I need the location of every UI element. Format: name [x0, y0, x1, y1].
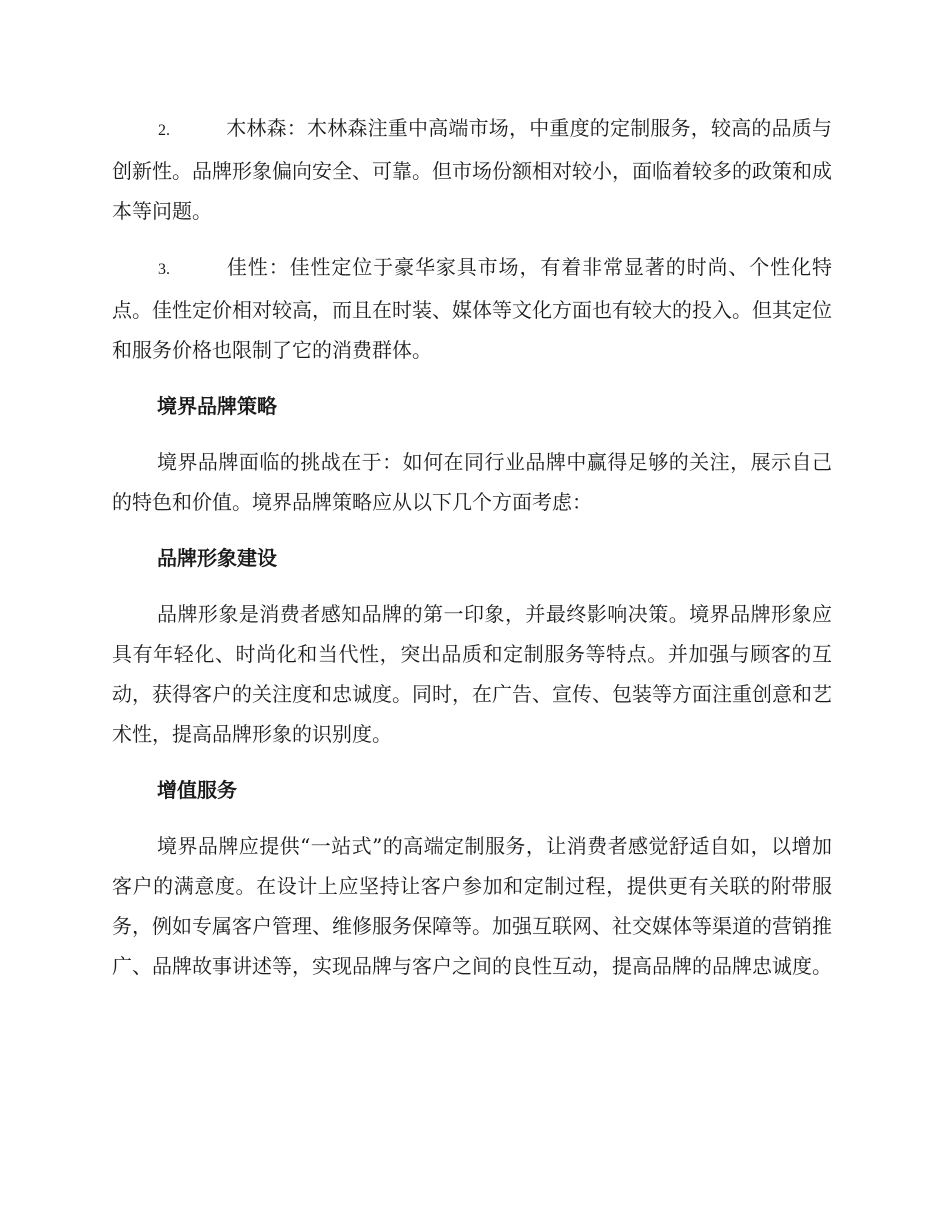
section-heading-strategy: 境界品牌策略	[157, 394, 277, 418]
list-number: 2.	[158, 122, 170, 139]
document-page	[112, 108, 832, 1002]
section-body-image: 品牌形象是消费者感知品牌的第一印象，并最终影响决策。境界品牌形象应具有年轻化、时尚化和当代性，突出品质和定制服务等特点。并加强与顾客的互动，获得客户的关注度和忠诚度。同时，在广告、宣传、包装等方面注重创意和艺术性，提高品牌形象的识别度。	[112, 602, 832, 746]
list-number: 3.	[158, 261, 170, 278]
section-heading-service: 增值服务	[157, 778, 237, 802]
section-body-strategy: 境界品牌面临的挑战在于：如何在同行业品牌中赢得足够的关注，展示自己的特色和价值。境界品牌策略应从以下几个方面考虑：	[112, 450, 832, 514]
list-item-text: 木林森：木林森注重中高端市场，中重度的定制服务，较高的品质与创新性。品牌形象偏向安全、可靠。但市场份额相对较小，面临着较多的政策和成本等问题。	[112, 116, 832, 223]
list-item-3	[112, 247, 832, 370]
section-body-service: 境界品牌应提供“一站式”的高端定制服务，让消费者感觉舒适自如，以增加客户的满意度。在设计上应坚持让客户参加和定制过程，提供更有关联的附带服务，例如专属客户管理、维修服务保障等。加强互联网、社交媒体等渠道的营销推广、品牌故事讲述等，实现品牌与客户之间的良性互动，提高品牌的品牌忠诚度。	[112, 834, 832, 978]
section-heading-image: 品牌形象建设	[157, 546, 277, 570]
list-item-text: 佳性：佳性定位于豪华家具市场，有着非常显著的时尚、个性化特点。佳性定价相对较高，而且在时装、媒体等文化方面也有较大的投入。但其定位和服务价格也限制了它的消费群体。	[112, 255, 832, 362]
list-item-2	[112, 108, 832, 231]
